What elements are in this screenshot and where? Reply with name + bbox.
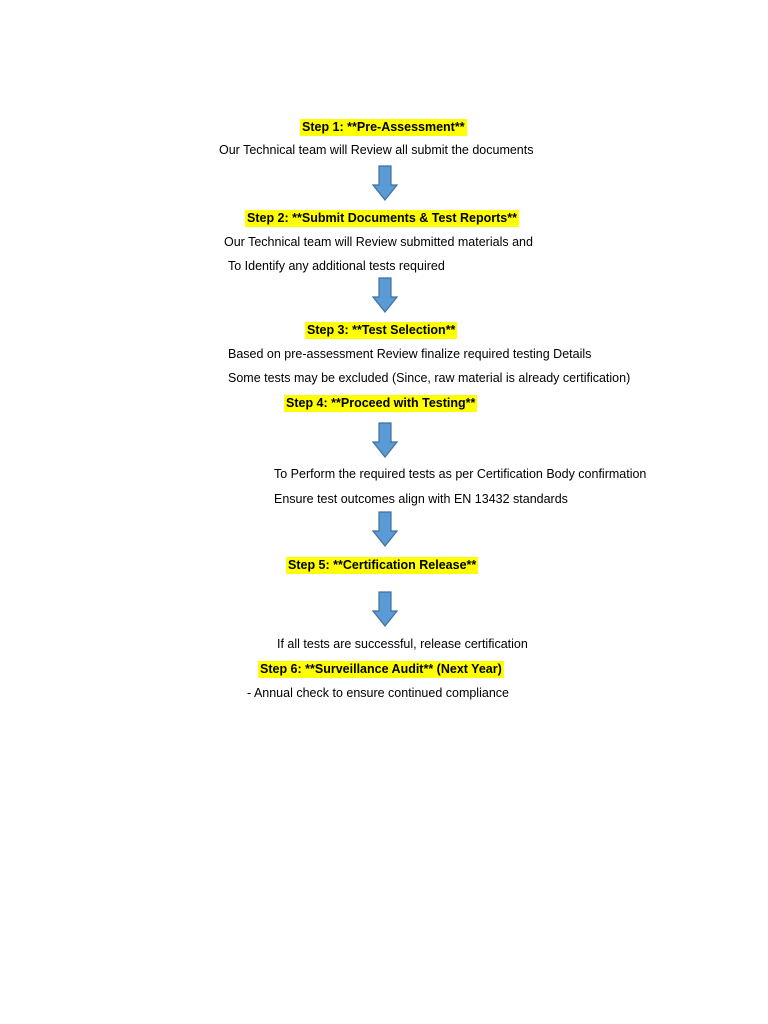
step-3-title: Step 3: **Test Selection**: [307, 323, 456, 337]
step-2-line-2: To Identify any additional tests required: [228, 259, 445, 273]
step-3-line-2: Some tests may be excluded (Since, raw material is already certification): [228, 371, 631, 385]
step-5-title: Step 5: **Certification Release**: [288, 558, 477, 572]
step-6-title: Step 6: **Surveillance Audit** (Next Year): [260, 662, 502, 676]
step-1-line-1: Our Technical team will Review all submit the documents: [219, 143, 534, 157]
step-6-line-1: - Annual check to ensure continued compliance: [247, 686, 509, 700]
step-3-line-1: Based on pre-assessment Review finalize required testing Details: [228, 347, 592, 361]
step-1-title: Step 1: **Pre-Assessment**: [302, 120, 465, 134]
down-arrow-icon: [372, 165, 398, 201]
down-arrow-icon: [372, 277, 398, 313]
down-arrow-icon: [372, 422, 398, 458]
step-4-line-2: Ensure test outcomes align with EN 13432 standards: [274, 492, 568, 506]
step-5-line-1: If all tests are successful, release certification: [277, 637, 528, 651]
step-4-title: Step 4: **Proceed with Testing**: [286, 396, 476, 410]
step-4-line-1: To Perform the required tests as per Certification Body confirmation: [274, 467, 647, 481]
step-2-title: Step 2: **Submit Documents & Test Reports**: [247, 211, 517, 225]
down-arrow-icon: [372, 591, 398, 627]
step-2-line-1: Our Technical team will Review submitted materials and: [224, 235, 533, 249]
down-arrow-icon: [372, 511, 398, 547]
